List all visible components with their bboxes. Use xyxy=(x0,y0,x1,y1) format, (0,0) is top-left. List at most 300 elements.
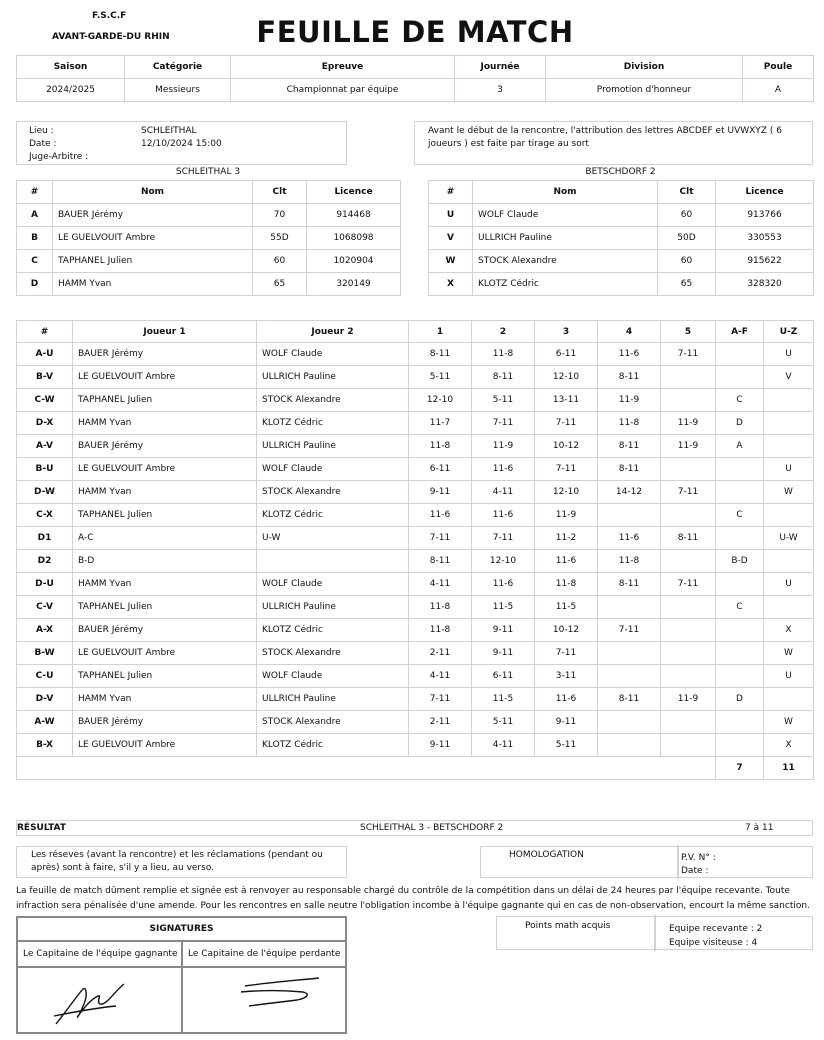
player-2: WOLF Claude xyxy=(257,343,409,366)
set-4: 8-11 xyxy=(598,688,661,711)
player-clt: 50D xyxy=(658,227,716,250)
winner-uz: X xyxy=(764,734,814,757)
set-2: 9-11 xyxy=(472,642,535,665)
game-row xyxy=(17,389,814,412)
player-letter: C xyxy=(17,250,53,273)
set-5: 7-11 xyxy=(661,481,716,504)
player-1: BAUER Jérémy xyxy=(73,711,257,734)
set-5 xyxy=(661,550,716,573)
games-header-row xyxy=(17,321,814,343)
roster-header-cell: # xyxy=(429,181,473,204)
game-row xyxy=(17,550,814,573)
set-1: 5-11 xyxy=(409,366,472,389)
set-1: 2-11 xyxy=(409,711,472,734)
season-value-cell: A xyxy=(743,79,814,102)
game-id: A-W xyxy=(17,711,73,734)
juge-label: Juge-Arbitre : xyxy=(29,152,89,162)
set-3: 11-5 xyxy=(535,596,598,619)
set-5 xyxy=(661,458,716,481)
game-id: A-V xyxy=(17,435,73,458)
player-2: STOCK Alexandre xyxy=(257,711,409,734)
player-licence: 913766 xyxy=(716,204,814,227)
loser-captain-label: Le Capitaine de l'équipe perdante xyxy=(182,941,346,967)
winner-af xyxy=(716,527,764,550)
pv-label: P.V. N° : xyxy=(681,853,716,863)
set-4: 11-6 xyxy=(598,343,661,366)
set-1: 6-11 xyxy=(409,458,472,481)
player-letter: U xyxy=(429,204,473,227)
games-header-cell: 3 xyxy=(535,321,598,343)
set-5 xyxy=(661,389,716,412)
player-1: TAPHANEL Julien xyxy=(73,665,257,688)
set-2: 11-6 xyxy=(472,458,535,481)
result-score: 7 à 11 xyxy=(745,823,774,833)
set-1: 11-7 xyxy=(409,412,472,435)
player-2: STOCK Alexandre xyxy=(257,642,409,665)
game-row xyxy=(17,642,814,665)
winner-uz: U xyxy=(764,343,814,366)
set-4 xyxy=(598,642,661,665)
roster-row xyxy=(429,227,814,250)
roster-header-cell: Clt xyxy=(253,181,307,204)
club-name: AVANT-GARDE-DU RHIN xyxy=(52,32,170,42)
points-away: Equipe visiteuse : 4 xyxy=(669,938,758,948)
set-4: 11-8 xyxy=(598,412,661,435)
set-1: 4-11 xyxy=(409,573,472,596)
set-1: 7-11 xyxy=(409,527,472,550)
winner-af xyxy=(716,481,764,504)
set-5: 7-11 xyxy=(661,573,716,596)
player-1: B-D xyxy=(73,550,257,573)
set-5: 11-9 xyxy=(661,412,716,435)
player-1: LE GUELVOUIT Ambre xyxy=(73,734,257,757)
game-row xyxy=(17,343,814,366)
set-5 xyxy=(661,504,716,527)
set-2: 4-11 xyxy=(472,734,535,757)
winner-uz: U xyxy=(764,573,814,596)
winner-af: C xyxy=(716,504,764,527)
player-1: TAPHANEL Julien xyxy=(73,389,257,412)
player-1: HAMM Yvan xyxy=(73,412,257,435)
winner-signature-cell xyxy=(17,967,182,1033)
game-row xyxy=(17,527,814,550)
set-1: 7-11 xyxy=(409,688,472,711)
set-4 xyxy=(598,665,661,688)
player-2: WOLF Claude xyxy=(257,665,409,688)
set-1: 11-8 xyxy=(409,619,472,642)
season-value-cell: 3 xyxy=(455,79,546,102)
winner-signature xyxy=(18,970,178,1030)
set-1: 11-8 xyxy=(409,435,472,458)
result-bar xyxy=(16,820,813,836)
set-3: 7-11 xyxy=(535,458,598,481)
set-4: 14-12 xyxy=(598,481,661,504)
player-name: HAMM Yvan xyxy=(53,273,253,296)
set-1: 9-11 xyxy=(409,481,472,504)
player-clt: 60 xyxy=(658,250,716,273)
games-header-cell: 5 xyxy=(661,321,716,343)
game-id: C-X xyxy=(17,504,73,527)
set-3: 7-11 xyxy=(535,642,598,665)
set-4 xyxy=(598,734,661,757)
away-team-name: BETSCHDORF 2 xyxy=(585,167,656,177)
games-header-cell: 1 xyxy=(409,321,472,343)
player-letter: X xyxy=(429,273,473,296)
player-1: LE GUELVOUIT Ambre xyxy=(73,366,257,389)
winner-uz: X xyxy=(764,619,814,642)
roster-header-cell: Licence xyxy=(716,181,814,204)
set-2: 11-5 xyxy=(472,596,535,619)
player-2: KLOTZ Cédric xyxy=(257,504,409,527)
season-value-cell: 2024/2025 xyxy=(17,79,125,102)
winner-uz: W xyxy=(764,481,814,504)
games-table xyxy=(16,320,814,780)
player-1: LE GUELVOUIT Ambre xyxy=(73,642,257,665)
player-2: ULLRICH Pauline xyxy=(257,435,409,458)
set-2: 8-11 xyxy=(472,366,535,389)
federation-name: F.S.C.F xyxy=(92,11,127,21)
set-1: 11-6 xyxy=(409,504,472,527)
winner-af: D xyxy=(716,688,764,711)
game-id: D1 xyxy=(17,527,73,550)
signatures-table xyxy=(16,916,347,1034)
player-letter: W xyxy=(429,250,473,273)
player-name: LE GUELVOUIT Ambre xyxy=(53,227,253,250)
set-1: 8-11 xyxy=(409,550,472,573)
winner-af: B-D xyxy=(716,550,764,573)
player-2: U-W xyxy=(257,527,409,550)
set-4: 8-11 xyxy=(598,435,661,458)
set-4: 11-9 xyxy=(598,389,661,412)
set-3: 7-11 xyxy=(535,412,598,435)
set-2: 5-11 xyxy=(472,389,535,412)
winner-af: C xyxy=(716,596,764,619)
player-2: WOLF Claude xyxy=(257,573,409,596)
lieu-value: SCHLEITHAL xyxy=(141,126,197,136)
game-id: A-U xyxy=(17,343,73,366)
winner-af xyxy=(716,642,764,665)
home-roster-table xyxy=(16,180,401,296)
points-divider xyxy=(654,915,656,951)
set-4 xyxy=(598,596,661,619)
set-4 xyxy=(598,711,661,734)
roster-header-row xyxy=(17,181,401,204)
player-2: KLOTZ Cédric xyxy=(257,619,409,642)
player-1: HAMM Yvan xyxy=(73,481,257,504)
season-value-cell: Messieurs xyxy=(125,79,231,102)
player-2: ULLRICH Pauline xyxy=(257,596,409,619)
loser-signature-cell xyxy=(182,967,346,1033)
player-clt: 60 xyxy=(658,204,716,227)
set-5: 11-9 xyxy=(661,435,716,458)
player-name: ULLRICH Pauline xyxy=(473,227,658,250)
winner-af xyxy=(716,619,764,642)
player-2 xyxy=(257,550,409,573)
winner-uz xyxy=(764,435,814,458)
season-header-cell: Poule xyxy=(743,56,814,79)
player-clt: 65 xyxy=(253,273,307,296)
set-3: 10-12 xyxy=(535,435,598,458)
set-4 xyxy=(598,504,661,527)
games-header-cell: U-Z xyxy=(764,321,814,343)
totals-row xyxy=(17,757,814,780)
player-licence: 330553 xyxy=(716,227,814,250)
set-4: 8-11 xyxy=(598,366,661,389)
winner-uz xyxy=(764,389,814,412)
season-table xyxy=(16,55,814,102)
winner-af xyxy=(716,458,764,481)
player-1: HAMM Yvan xyxy=(73,573,257,596)
player-licence: 320149 xyxy=(307,273,401,296)
player-1: BAUER Jérémy xyxy=(73,343,257,366)
season-header-cell: Saison xyxy=(17,56,125,79)
player-2: STOCK Alexandre xyxy=(257,481,409,504)
set-2: 11-6 xyxy=(472,573,535,596)
roster-row xyxy=(429,250,814,273)
reserves-note: Les réseves (avant la rencontre) et les réclamations (pendant ou après) sont à faire, s'il y a lieu, au verso. xyxy=(31,850,323,873)
winner-uz: V xyxy=(764,366,814,389)
signatures-title: SIGNATURES xyxy=(17,917,346,941)
game-id: D-W xyxy=(17,481,73,504)
set-5 xyxy=(661,734,716,757)
games-header-cell: # xyxy=(17,321,73,343)
roster-header-cell: # xyxy=(17,181,53,204)
set-4: 8-11 xyxy=(598,573,661,596)
set-3: 3-11 xyxy=(535,665,598,688)
total-uz: 11 xyxy=(764,757,814,780)
draw-note-box xyxy=(414,121,813,165)
page-title: FEUILLE DE MATCH xyxy=(256,15,574,49)
homologation-date-label: Date : xyxy=(681,866,709,876)
roster-row xyxy=(17,273,401,296)
set-3: 5-11 xyxy=(535,734,598,757)
game-row xyxy=(17,412,814,435)
reserves-box xyxy=(16,846,347,878)
player-clt: 70 xyxy=(253,204,307,227)
winner-uz xyxy=(764,688,814,711)
set-4: 11-6 xyxy=(598,527,661,550)
set-2: 9-11 xyxy=(472,619,535,642)
games-header-cell: Joueur 1 xyxy=(73,321,257,343)
set-2: 11-9 xyxy=(472,435,535,458)
game-id: A-X xyxy=(17,619,73,642)
player-name: STOCK Alexandre xyxy=(473,250,658,273)
game-id: B-U xyxy=(17,458,73,481)
player-name: BAUER Jérémy xyxy=(53,204,253,227)
winner-af: D xyxy=(716,412,764,435)
roster-header-cell: Clt xyxy=(658,181,716,204)
set-3: 11-6 xyxy=(535,550,598,573)
season-header-cell: Journée xyxy=(455,56,546,79)
set-4: 8-11 xyxy=(598,458,661,481)
game-row xyxy=(17,504,814,527)
set-3: 6-11 xyxy=(535,343,598,366)
game-id: C-W xyxy=(17,389,73,412)
set-1: 9-11 xyxy=(409,734,472,757)
roster-header-cell: Licence xyxy=(307,181,401,204)
lieu-label: Lieu : xyxy=(29,126,54,136)
season-header-cell: Catégorie xyxy=(125,56,231,79)
set-2: 7-11 xyxy=(472,527,535,550)
legal-note: La feuille de match dûment remplie et signée est à renvoyer au responsable chargé du contrôle de la compétition dans un délai de 24 heures par l'équipe recevante. Toute infraction sera pénalisée d'une amende. Pour les rencontres en salle neutre l'obligation incombe à l'équipe gagnante qui en cas de non-observation, encourt la même sanction. xyxy=(16,886,810,911)
games-header-cell: Joueur 2 xyxy=(257,321,409,343)
set-5: 8-11 xyxy=(661,527,716,550)
game-row xyxy=(17,366,814,389)
roster-row xyxy=(17,204,401,227)
roster-header-row xyxy=(429,181,814,204)
player-1: A-C xyxy=(73,527,257,550)
set-1: 4-11 xyxy=(409,665,472,688)
player-1: TAPHANEL Julien xyxy=(73,504,257,527)
game-id: C-U xyxy=(17,665,73,688)
set-5 xyxy=(661,366,716,389)
set-2: 11-5 xyxy=(472,688,535,711)
result-match: SCHLEITHAL 3 - BETSCHDORF 2 xyxy=(360,823,504,833)
games-header-cell: A-F xyxy=(716,321,764,343)
games-header-cell: 4 xyxy=(598,321,661,343)
game-row xyxy=(17,619,814,642)
season-value-cell: Championnat par équipe xyxy=(231,79,455,102)
player-name: TAPHANEL Julien xyxy=(53,250,253,273)
set-1: 11-8 xyxy=(409,596,472,619)
player-2: WOLF Claude xyxy=(257,458,409,481)
game-row xyxy=(17,596,814,619)
winner-uz xyxy=(764,550,814,573)
away-roster-table xyxy=(428,180,814,296)
roster-row xyxy=(429,273,814,296)
set-3: 10-12 xyxy=(535,619,598,642)
roster-header-cell: Nom xyxy=(473,181,658,204)
player-licence: 915622 xyxy=(716,250,814,273)
winner-af xyxy=(716,665,764,688)
winner-af xyxy=(716,366,764,389)
homologation-box xyxy=(480,846,813,878)
player-letter: V xyxy=(429,227,473,250)
player-2: ULLRICH Pauline xyxy=(257,366,409,389)
player-1: TAPHANEL Julien xyxy=(73,596,257,619)
season-header-cell: Epreuve xyxy=(231,56,455,79)
set-5: 7-11 xyxy=(661,343,716,366)
set-5 xyxy=(661,711,716,734)
set-1: 8-11 xyxy=(409,343,472,366)
game-id: B-V xyxy=(17,366,73,389)
game-row xyxy=(17,458,814,481)
set-2: 7-11 xyxy=(472,412,535,435)
draw-note: Avant le début de la rencontre, l'attribution des lettres ABCDEF et UVWXYZ ( 6 joueurs ) est faite par tirage au sort xyxy=(428,126,782,149)
roster-row xyxy=(17,250,401,273)
player-2: KLOTZ Cédric xyxy=(257,734,409,757)
player-licence: 1068098 xyxy=(307,227,401,250)
winner-uz xyxy=(764,412,814,435)
player-clt: 55D xyxy=(253,227,307,250)
winner-captain-label: Le Capitaine de l'équipe gagnante xyxy=(17,941,182,967)
set-2: 12-10 xyxy=(472,550,535,573)
set-2: 11-8 xyxy=(472,343,535,366)
set-5 xyxy=(661,619,716,642)
set-2: 11-6 xyxy=(472,504,535,527)
winner-uz xyxy=(764,596,814,619)
player-2: STOCK Alexandre xyxy=(257,389,409,412)
player-letter: B xyxy=(17,227,53,250)
game-id: D-V xyxy=(17,688,73,711)
winner-af xyxy=(716,734,764,757)
set-3: 9-11 xyxy=(535,711,598,734)
winner-uz: U xyxy=(764,665,814,688)
game-row xyxy=(17,481,814,504)
set-1: 12-10 xyxy=(409,389,472,412)
winner-uz xyxy=(764,504,814,527)
winner-uz: W xyxy=(764,711,814,734)
game-row xyxy=(17,665,814,688)
roster-row xyxy=(429,204,814,227)
points-label: Points math acquis xyxy=(525,921,611,931)
set-3: 13-11 xyxy=(535,389,598,412)
player-1: HAMM Yvan xyxy=(73,688,257,711)
game-row xyxy=(17,711,814,734)
set-4: 7-11 xyxy=(598,619,661,642)
date-value: 12/10/2024 15:00 xyxy=(141,139,222,149)
winner-uz: U-W xyxy=(764,527,814,550)
totals-spacer xyxy=(17,757,716,780)
set-3: 11-6 xyxy=(535,688,598,711)
set-5 xyxy=(661,665,716,688)
game-row xyxy=(17,573,814,596)
player-licence: 1020904 xyxy=(307,250,401,273)
player-name: KLOTZ Cédric xyxy=(473,273,658,296)
set-5 xyxy=(661,642,716,665)
game-id: B-W xyxy=(17,642,73,665)
player-licence: 328320 xyxy=(716,273,814,296)
winner-af xyxy=(716,343,764,366)
player-1: BAUER Jérémy xyxy=(73,619,257,642)
set-2: 5-11 xyxy=(472,711,535,734)
winner-uz: W xyxy=(764,642,814,665)
set-3: 11-8 xyxy=(535,573,598,596)
venue-box xyxy=(16,121,347,165)
game-id: D-U xyxy=(17,573,73,596)
roster-header-cell: Nom xyxy=(53,181,253,204)
set-2: 4-11 xyxy=(472,481,535,504)
winner-af xyxy=(716,711,764,734)
player-2: ULLRICH Pauline xyxy=(257,688,409,711)
player-licence: 914468 xyxy=(307,204,401,227)
points-box xyxy=(496,916,813,950)
game-row xyxy=(17,688,814,711)
game-row xyxy=(17,734,814,757)
winner-af: C xyxy=(716,389,764,412)
homologation-divider xyxy=(677,845,679,879)
set-3: 12-10 xyxy=(535,481,598,504)
set-1: 2-11 xyxy=(409,642,472,665)
result-label: RÉSULTAT xyxy=(17,823,66,833)
season-header-cell: Division xyxy=(546,56,743,79)
player-name: WOLF Claude xyxy=(473,204,658,227)
points-home: Equipe recevante : 2 xyxy=(669,924,763,934)
loser-signature xyxy=(183,970,343,1030)
player-letter: A xyxy=(17,204,53,227)
game-row xyxy=(17,435,814,458)
winner-uz: U xyxy=(764,458,814,481)
set-3: 12-10 xyxy=(535,366,598,389)
game-id: B-X xyxy=(17,734,73,757)
total-af: 7 xyxy=(716,757,764,780)
set-5 xyxy=(661,596,716,619)
season-value-cell: Promotion d'honneur xyxy=(546,79,743,102)
set-3: 11-2 xyxy=(535,527,598,550)
set-2: 6-11 xyxy=(472,665,535,688)
player-clt: 60 xyxy=(253,250,307,273)
game-id: D-X xyxy=(17,412,73,435)
